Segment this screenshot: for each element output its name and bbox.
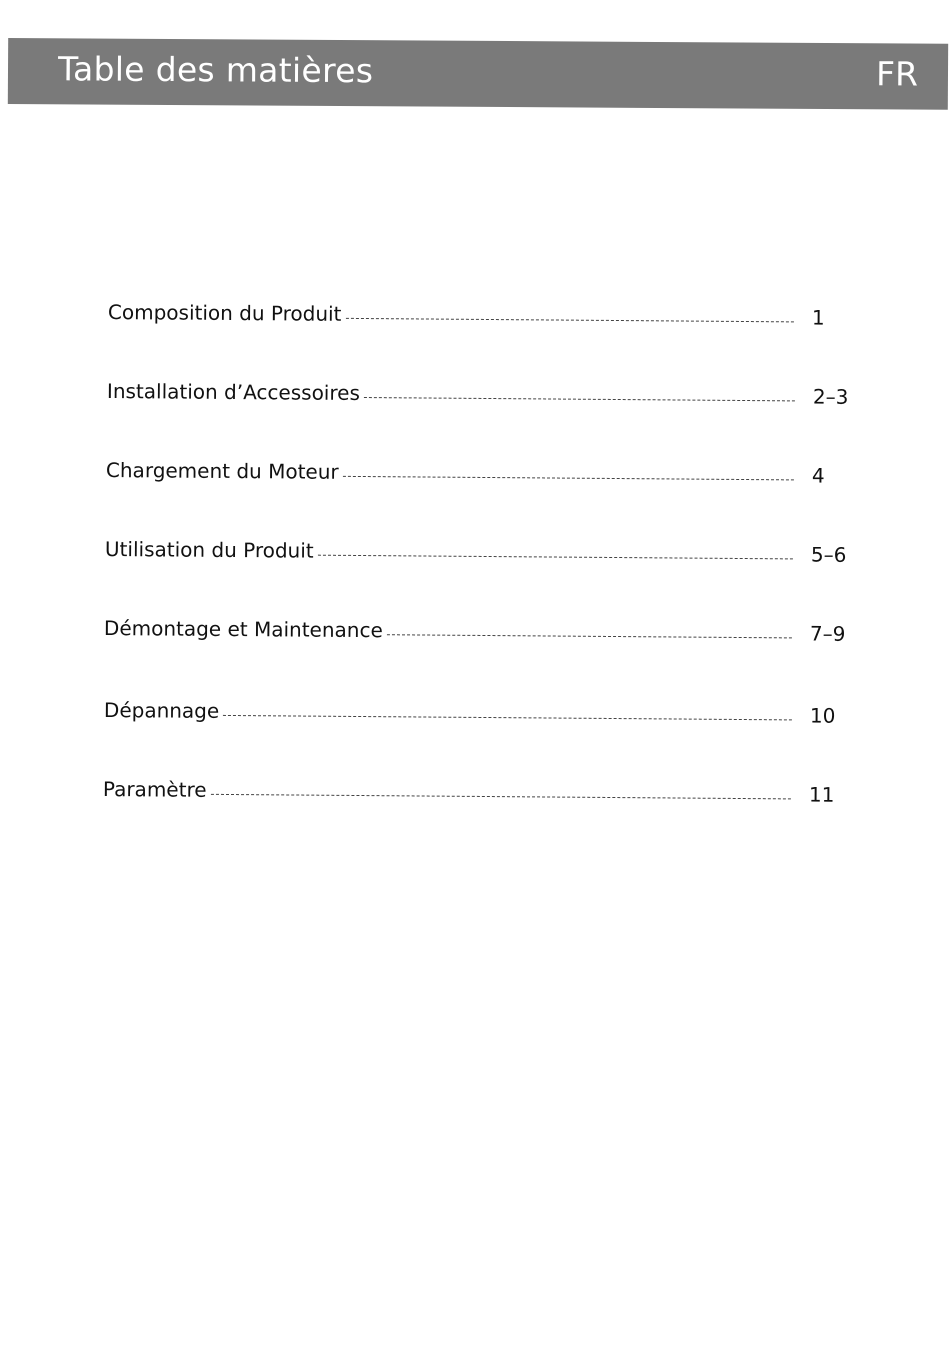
toc-entry-label: Utilisation du Produit: [104, 537, 314, 563]
page-title: Table des matières: [57, 49, 374, 91]
toc-dotted-leader: [318, 555, 793, 560]
toc-dotted-leader: [387, 634, 792, 638]
toc-page-number: 4: [811, 463, 825, 488]
toc-dotted-leader: [211, 794, 791, 800]
toc-entry-demontage[interactable]: [104, 610, 868, 646]
toc-page-number: 10: [809, 703, 836, 728]
toc-entry-installation[interactable]: [107, 373, 871, 409]
toc-entry-composition[interactable]: [108, 294, 870, 330]
toc-page-number: 11: [808, 782, 835, 807]
toc-page-number: 2–3: [812, 384, 849, 409]
toc-entry-label: Dépannage: [103, 698, 220, 723]
toc-page-number: 5–6: [810, 542, 847, 567]
toc-page-number: 7–9: [809, 621, 846, 646]
toc-entry-label: Installation d’Accessoires: [106, 379, 361, 405]
toc-entry-parametre[interactable]: [103, 771, 867, 807]
toc-dotted-leader: [343, 476, 794, 481]
toc-dotted-leader: [223, 715, 792, 720]
toc-entry-depannage[interactable]: [104, 692, 868, 728]
toc-entry-label: Démontage et Maintenance: [103, 616, 383, 643]
toc-page-number: 1: [811, 305, 825, 330]
toc-dotted-leader: [345, 318, 793, 323]
toc-entry-utilisation[interactable]: [105, 531, 869, 567]
toc-entry-label: Composition du Produit: [107, 300, 342, 326]
language-code: FR: [875, 54, 919, 94]
toc-dotted-leader: [364, 397, 795, 401]
toc-entry-label: Paramètre: [102, 777, 207, 802]
toc-entry-chargement[interactable]: [106, 452, 870, 488]
toc-entry-label: Chargement du Moteur: [105, 458, 339, 484]
